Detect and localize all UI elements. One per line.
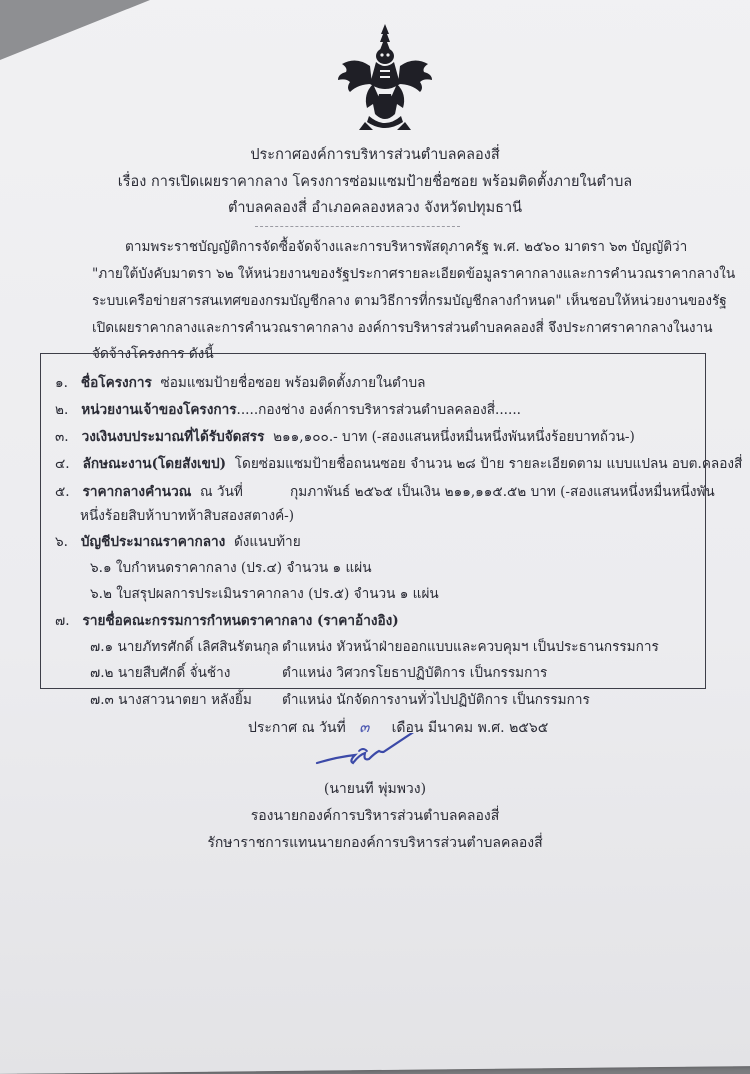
- committee-member-1: [90, 635, 279, 657]
- member-name: ๗.๓ นางสาวนาตยา หลังยิ้ม: [90, 692, 252, 708]
- member-name: ๗.๑ นายภัทรศักดิ์ เลิศสินรัตนกุล: [90, 639, 279, 655]
- item-label: บัญชีประมาณราคากลาง: [80, 534, 226, 550]
- item-price-estimate: [55, 530, 301, 552]
- item-number: ๗.: [55, 613, 70, 629]
- item-label: รายชื่อคณะกรรมการกำหนดราคากลาง (ราคาอ้างอิง): [82, 613, 399, 629]
- signer-name: (นายนที พุ่มพวง): [323, 781, 427, 797]
- intro-line-2: "ภายใต้บังคับมาตรา ๖๒ ให้หน่วยงานของรัฐประกาศรายละเอียดข้อมูลราคากลางและการคำนวณราคากลางใน: [92, 266, 736, 282]
- item-value: โดยซ่อมแซมป้ายชื่อถนนซอย จำนวน ๒๘ ป้าย รายละเอียดตาม แบบแปลน อบต.คลองสี่: [234, 456, 743, 472]
- item-work-description: [55, 452, 742, 474]
- item-median-price: [55, 480, 243, 502]
- date-prefix: ประกาศ ณ วันที่: [248, 720, 346, 736]
- item-number: ๔.: [55, 456, 70, 472]
- item-owner-unit: [55, 398, 521, 420]
- intro-line-5: จัดจ้างโครงการ ดังนี้: [92, 346, 214, 362]
- committee-member-1-position: ตำแหน่ง หัวหน้าฝ่ายออกแบบและควบคุมฯ เป็นประธานกรรมการ: [282, 639, 659, 655]
- garuda-emblem-icon: [335, 22, 435, 132]
- item-label: หน่วยงานเจ้าของโครงการ: [81, 402, 237, 418]
- item-committee: [55, 609, 399, 631]
- item-number: ๓.: [55, 429, 69, 445]
- item-median-price-continued: หนึ่งร้อยสิบห้าบาทห้าสิบสองสตางค์-): [80, 508, 295, 524]
- item-budget: [55, 425, 635, 447]
- item-median-price-value: กุมภาพันธ์ ๒๕๖๕ เป็นเงิน ๒๑๑,๑๑๕.๕๒ บาท (-สองแสนหนึ่งหมื่นหนึ่งพัน: [290, 484, 715, 500]
- announcement-location: ตำบลคลองสี่ อำเภอคลองหลวง จังหวัดปทุมธานี: [227, 200, 523, 216]
- member-name: ๗.๒ นายสืบศักดิ์ จั่นช้าง: [90, 665, 231, 681]
- item-project-name: [55, 371, 425, 393]
- committee-member-3-position: ตำแหน่ง นักจัดการงานทั่วไปปฏิบัติการ เป็นกรรมการ: [282, 692, 590, 708]
- announcement-subject: เรื่อง การเปิดเผยราคากลาง โครงการซ่อมแซมป้ายชื่อซอย พร้อมติดตั้งภายในตำบล: [117, 174, 633, 190]
- item-value: ซ่อมแซมป้ายชื่อซอย พร้อมติดตั้งภายในตำบล: [160, 375, 426, 391]
- header-divider: [255, 226, 460, 227]
- signer-title: รองนายกองค์การบริหารส่วนตำบลคลองสี่: [250, 808, 500, 824]
- sub-item-form-pr4: ๖.๑ ใบกำหนดราคากลาง (ปร.๔) จำนวน ๑ แผ่น: [90, 560, 372, 576]
- item-label: ชื่อโครงการ: [80, 375, 152, 391]
- intro-line-1: ตามพระราชบัญญัติการจัดซื้อจัดจ้างและการบริหารพัสดุภาครัฐ พ.ศ. ๒๕๖๐ มาตรา ๖๓ บัญญัติว่า: [125, 239, 688, 255]
- committee-member-3: [90, 688, 252, 710]
- item-value: ณ วันที่: [200, 484, 243, 500]
- signer-acting-title: รักษาราชการแทนนายกองค์การบริหารส่วนตำบลคลองสี่: [207, 835, 543, 851]
- sub-item-form-pr5: ๖.๒ ใบสรุปผลการประเมินราคากลาง (ปร.๕) จำนวน ๑ แผ่น: [90, 586, 439, 602]
- date-month-year: เดือน มีนาคม พ.ศ. ๒๕๖๕: [391, 720, 549, 736]
- item-number: ๖.: [55, 534, 68, 550]
- item-label: ลักษณะงาน(โดยสังเขป): [82, 456, 227, 472]
- item-value: ดังแนบท้าย: [233, 534, 301, 550]
- intro-line-4: เปิดเผยราคากลางและการคำนวณราคากลาง องค์การบริหารส่วนตำบลคลองสี่ จึงประกาศราคากลางในงาน: [92, 320, 713, 336]
- item-number: ๒.: [55, 402, 69, 418]
- intro-line-3: ระบบเครือข่ายสารสนเทศของกรมบัญชีกลาง ตามวิธีการที่กรมบัญชีกลางกำหนด" เห็นชอบให้หน่วยงานของรัฐ: [92, 293, 727, 309]
- item-value: .....กองช่าง องค์การบริหารส่วนตำบลคลองสี่......: [236, 402, 521, 418]
- item-label: ราคากลางคำนวณ: [82, 484, 192, 500]
- item-label: วงเงินงบประมาณที่ได้รับจัดสรร: [81, 429, 265, 445]
- committee-member-2-position: ตำแหน่ง วิศวกรโยธาปฏิบัติการ เป็นกรรมการ: [282, 665, 548, 681]
- handwritten-day: ๓: [359, 718, 370, 736]
- item-number: ๕.: [55, 484, 70, 500]
- item-number: ๑.: [55, 375, 68, 391]
- item-value: ๒๑๑,๑๐๐.- บาท (-สองแสนหนึ่งหมื่นหนึ่งพันหนึ่งร้อยบาทถ้วน-): [273, 429, 635, 445]
- signature-mark: [305, 733, 445, 773]
- announcement-title: ประกาศองค์การบริหารส่วนตำบลคลองสี่: [250, 147, 500, 163]
- committee-member-2: [90, 661, 230, 683]
